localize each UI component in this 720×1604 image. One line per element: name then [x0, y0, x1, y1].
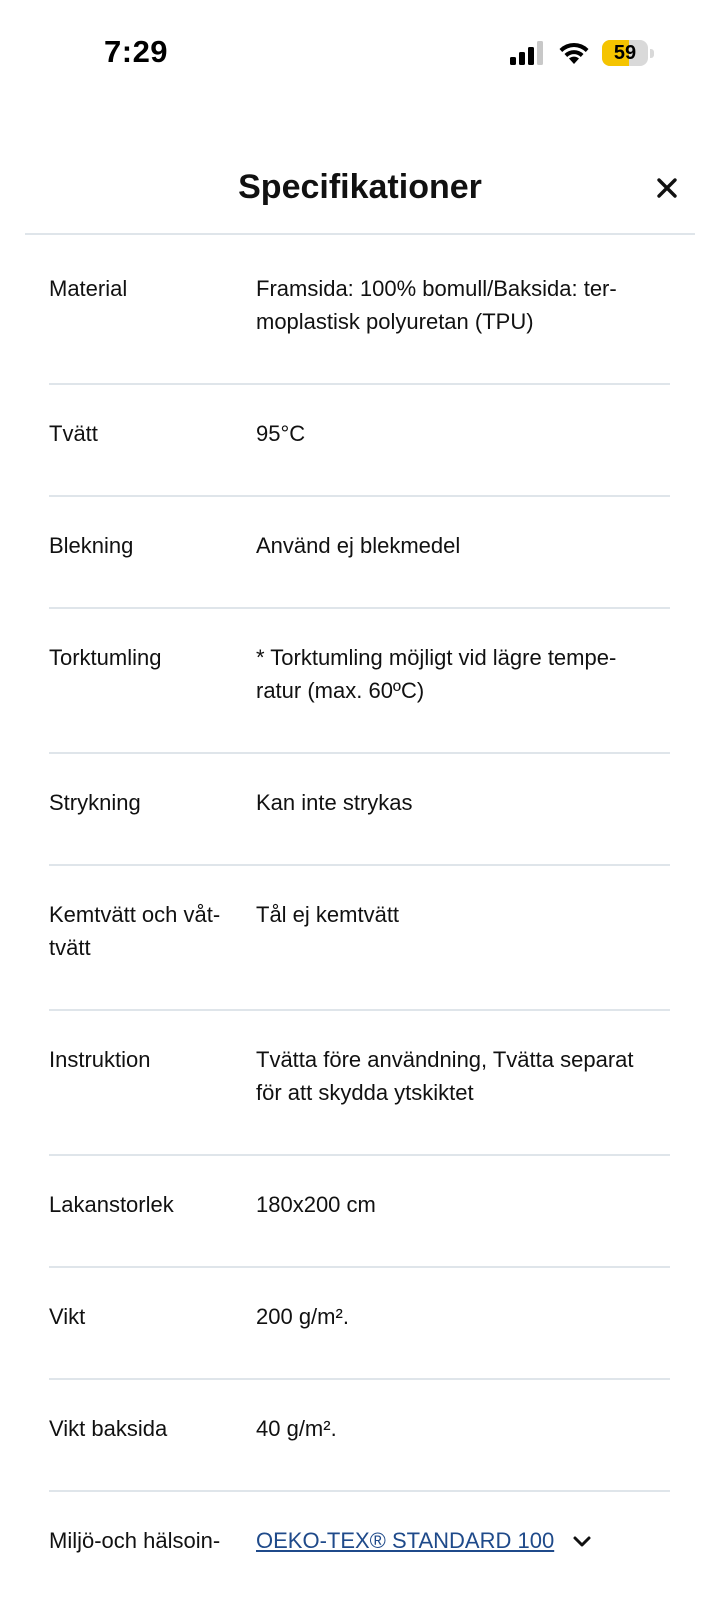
spec-value: 95°C [256, 421, 306, 446]
spec-value: 40 g/m². [256, 1416, 337, 1441]
spec-value [256, 1524, 670, 1572]
spec-value: Kan inte strykas [256, 790, 413, 815]
spec-label: Torktumling [49, 645, 162, 670]
spec-row-bleaching [49, 497, 670, 609]
spec-label: Strykning [49, 790, 141, 815]
spec-list [49, 240, 670, 1604]
spec-row-certification [49, 1492, 670, 1604]
spec-row-weight [49, 1268, 670, 1380]
spec-label: Vikt [49, 1304, 86, 1329]
spec-label: Miljö-och hälsoin- [49, 1528, 221, 1553]
page-title: Specifikationer [238, 168, 482, 206]
spec-value: 200 g/m². [256, 1304, 349, 1329]
battery-indicator [602, 40, 654, 66]
spec-label: Blekning [49, 533, 134, 558]
spec-value: 180x200 cm [256, 1192, 376, 1217]
spec-label: Tvätt [49, 421, 98, 446]
battery-level: 59 [613, 42, 637, 64]
spec-label: Instruktion [49, 1047, 151, 1072]
wifi-icon [556, 38, 592, 66]
spec-label: Kemtvätt och våt- tvätt [49, 902, 221, 960]
spec-row-instruction [49, 1011, 670, 1156]
spec-label: Material [49, 276, 128, 301]
spec-label: Lakanstorlek [49, 1192, 174, 1217]
spec-row-sheet-size [49, 1156, 670, 1268]
spec-value: Tål ej kemtvätt [256, 902, 400, 927]
spec-row-dry-cleaning [49, 866, 670, 1011]
spec-value: Tvätta före användning, Tvätta separat för att skydda ytskiktet [256, 1047, 634, 1105]
status-bar [0, 0, 720, 100]
spec-label: Vikt baksida [49, 1416, 168, 1441]
spec-row-backside-weight [49, 1380, 670, 1492]
spec-value: * Torktumling möjligt vid lägre tempe- ratur (max. 60ºC) [256, 645, 617, 703]
spec-row-tumble-dry [49, 609, 670, 754]
sheet-header [25, 140, 695, 235]
spec-value: Framsida: 100% bomull/Baksida: ter- moplastisk polyuretan (TPU) [256, 276, 617, 334]
spec-row-ironing [49, 754, 670, 866]
spec-value: Använd ej blekmedel [256, 533, 461, 558]
cellular-signal-icon [510, 41, 546, 65]
spec-row-wash [49, 385, 670, 497]
chevron-down-icon[interactable] [572, 1535, 592, 1549]
close-icon[interactable] [653, 174, 681, 202]
status-time: 7:29 [104, 34, 169, 69]
spec-row-material [49, 240, 670, 385]
oeko-tex-link[interactable]: OEKO-TEX® STANDARD 100 [256, 1528, 555, 1553]
